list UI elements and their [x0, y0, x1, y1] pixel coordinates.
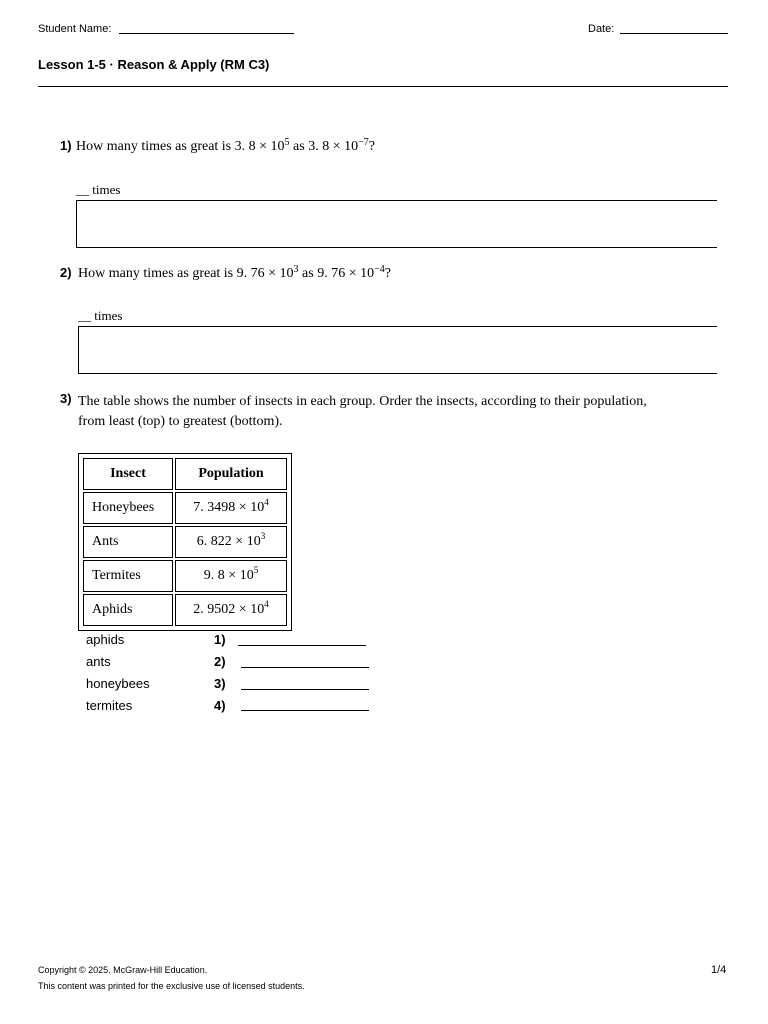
question-1-answer-label: __ times: [76, 182, 121, 197]
slot-4-number: 4): [214, 698, 226, 713]
date-field[interactable]: [620, 33, 728, 34]
question-1-answer-box[interactable]: [76, 200, 717, 248]
population-coefficient: 9. 8 × 10: [203, 568, 254, 583]
question-2-value-a: 9. 76 × 10: [236, 266, 294, 281]
question-1-prefix: How many times as great is: [76, 139, 232, 154]
population-coefficient: 7. 3498 × 10: [193, 500, 265, 515]
slot-3-dropzone[interactable]: [241, 689, 369, 690]
table-row: [83, 560, 287, 592]
question-2-text: [78, 266, 391, 282]
question-2-exp-b: −4: [374, 264, 385, 275]
question-2-number: 2): [60, 265, 72, 280]
question-2-suffix: ?: [384, 266, 391, 281]
question-1-number: 1): [60, 138, 72, 153]
table-header-population: Population: [175, 458, 287, 490]
population-exponent: 4: [264, 497, 269, 507]
table-header-insect: Insect: [83, 458, 173, 490]
insect-population: [175, 560, 287, 592]
question-1-exp-a: 5: [284, 137, 290, 148]
table-header-row: [83, 458, 287, 490]
date-label: Date:: [588, 23, 615, 35]
question-1-suffix: ?: [368, 139, 375, 154]
table-row: [83, 492, 287, 524]
question-2-answer-box[interactable]: [78, 326, 717, 374]
insect-name: Honeybees: [83, 492, 173, 524]
insect-name: Termites: [83, 560, 173, 592]
insect-population: [175, 492, 287, 524]
choice-termites[interactable]: termites: [86, 698, 133, 713]
slot-2-dropzone[interactable]: [241, 667, 369, 668]
choice-ants[interactable]: ants: [86, 654, 111, 669]
question-1-value-a: 3. 8 × 10: [234, 139, 285, 154]
population-exponent: 3: [260, 531, 266, 541]
student-name-field[interactable]: [119, 33, 294, 34]
choice-aphids[interactable]: aphids: [86, 632, 125, 647]
question-3-line-1: The table shows the number of insects in each group. Order the insects, according to their population,: [78, 394, 647, 409]
header-divider: [38, 86, 728, 87]
population-exponent: 4: [264, 599, 269, 609]
question-1-exp-b: −7: [358, 137, 369, 148]
question-1-mid: as: [293, 139, 305, 154]
choice-honeybees[interactable]: honeybees: [86, 676, 150, 691]
insect-table: [78, 453, 292, 631]
question-2-answer-label: __ times: [78, 308, 123, 323]
student-name-label: Student Name:: [38, 23, 112, 35]
insect-name: Aphids: [83, 594, 173, 626]
question-1-value-b: 3. 8 × 10: [308, 139, 359, 154]
question-3-line-2: from least (top) to greatest (bottom).: [78, 414, 283, 429]
question-2-value-b: 9. 76 × 10: [317, 266, 375, 281]
question-2-exp-a: 3: [293, 264, 299, 275]
slot-3-number: 3): [214, 676, 226, 691]
population-coefficient: 2. 9502 × 10: [193, 602, 265, 617]
population-coefficient: 6. 822 × 10: [196, 534, 261, 549]
license-notice: This content was printed for the exclusive use of licensed students.: [38, 981, 305, 991]
table-row: [83, 526, 287, 558]
lesson-title: Lesson 1-5 · Reason & Apply (RM C3): [38, 57, 270, 72]
table-row: [83, 594, 287, 626]
slot-4-dropzone[interactable]: [241, 710, 369, 711]
insect-population: [175, 594, 287, 626]
page-number: 1/4: [711, 964, 727, 976]
question-2-prefix: How many times as great is: [78, 266, 234, 281]
question-1-text: [76, 139, 375, 155]
question-3-number: 3): [60, 391, 72, 406]
copyright-text: Copyright © 2025. McGraw-Hill Education.: [38, 965, 208, 975]
slot-2-number: 2): [214, 654, 226, 669]
insect-name: Ants: [83, 526, 173, 558]
insect-population: [175, 526, 287, 558]
slot-1-number: 1): [214, 632, 226, 647]
population-exponent: 5: [253, 565, 259, 575]
question-2-mid: as: [302, 266, 314, 281]
slot-1-dropzone[interactable]: [238, 645, 366, 646]
